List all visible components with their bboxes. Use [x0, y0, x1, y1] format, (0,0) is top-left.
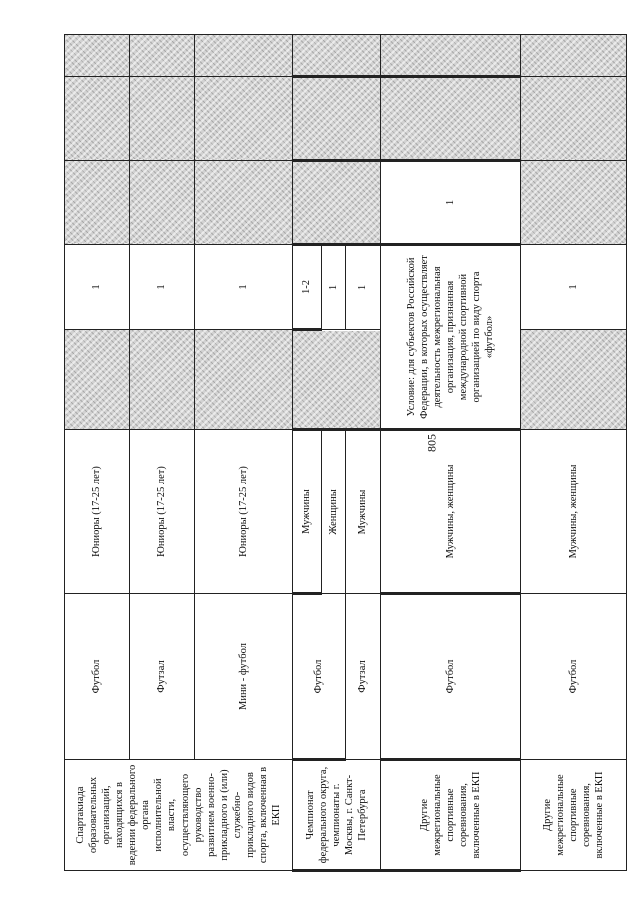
group-cell: Женщины	[322, 430, 346, 594]
shaded-cell	[195, 35, 293, 77]
group-cell: Мужчины	[293, 430, 322, 594]
page-number: 805	[424, 434, 439, 452]
group-cell: Мужчины, женщины	[381, 430, 521, 594]
place-cell: 1	[521, 245, 627, 330]
shaded-cell	[130, 330, 195, 430]
shaded-cell	[130, 161, 195, 245]
discipline-cell: Футбол	[381, 594, 521, 760]
shaded-cell	[195, 77, 293, 161]
shaded-cell	[521, 77, 627, 161]
place-cell: 1	[346, 245, 381, 330]
sports-ranking-table	[64, 34, 627, 872]
table-row	[381, 35, 521, 871]
shaded-cell	[293, 161, 381, 245]
shaded-cell	[381, 77, 521, 161]
shaded-cell	[65, 77, 130, 161]
discipline-cell: Футбол	[521, 594, 627, 760]
table-row	[195, 35, 293, 871]
competition-cell: Другие межрегиональные спортивные соревнования, включенные в ЕКП	[381, 760, 521, 871]
group-cell: Мужчины, женщины	[521, 430, 627, 594]
place-cell: 1	[130, 245, 195, 330]
discipline-cell: Мини - футбол	[195, 594, 293, 760]
place-cell: 1	[65, 245, 130, 330]
shaded-cell	[521, 161, 627, 245]
condition-note-cell: Условие: для субъектов Российской Федерации, в которых осуществляет деятельность межрегиональная организация, признанная международной спортивной организацией по виду спорта «футбол»	[381, 245, 521, 430]
competition-cell: Чемпионат федерального округа, чемпионаты г. Москвы, г. Санкт-Петербурга	[293, 760, 381, 871]
shaded-cell	[521, 35, 627, 77]
place-cell: 1	[322, 245, 346, 330]
discipline-cell: Футзал	[346, 594, 381, 760]
rotated-table-wrapper	[64, 36, 626, 872]
place-cell: 1-2	[293, 245, 322, 330]
shaded-cell	[293, 35, 381, 77]
place-cell: 1	[195, 245, 293, 330]
shaded-cell	[293, 77, 381, 161]
shaded-cell	[521, 330, 627, 430]
competition-cell: Спартакиада образовательных организаций, находящихся в ведении федерального органа исполнительной власти, осуществляющего руководство развитием военно-прикладного и (или) служебно-прикладного видов спорта, включенная в ЕКП	[65, 760, 293, 871]
shaded-cell	[195, 161, 293, 245]
shaded-cell	[195, 330, 293, 430]
shaded-cell	[65, 35, 130, 77]
table-row	[65, 35, 130, 871]
shaded-cell	[130, 77, 195, 161]
shaded-cell	[130, 35, 195, 77]
competition-cell: Другие межрегиональные спортивные соревнования, включенные в ЕКП	[521, 760, 627, 871]
shaded-cell	[65, 330, 130, 430]
group-cell: Юниоры (17-25 лет)	[195, 430, 293, 594]
table-row	[521, 35, 627, 871]
group-cell: Юниоры (17-25 лет)	[130, 430, 195, 594]
discipline-cell: Футбол	[65, 594, 130, 760]
discipline-cell: Футзал	[130, 594, 195, 760]
shaded-cell	[293, 330, 381, 430]
place-cell: 1	[381, 161, 521, 245]
shaded-cell	[381, 35, 521, 77]
discipline-cell: Футбол	[293, 594, 346, 760]
shaded-cell	[65, 161, 130, 245]
group-cell: Мужчины	[346, 430, 381, 594]
table-row	[293, 35, 322, 871]
group-cell: Юниоры (17-25 лет)	[65, 430, 130, 594]
table-row	[130, 35, 195, 871]
